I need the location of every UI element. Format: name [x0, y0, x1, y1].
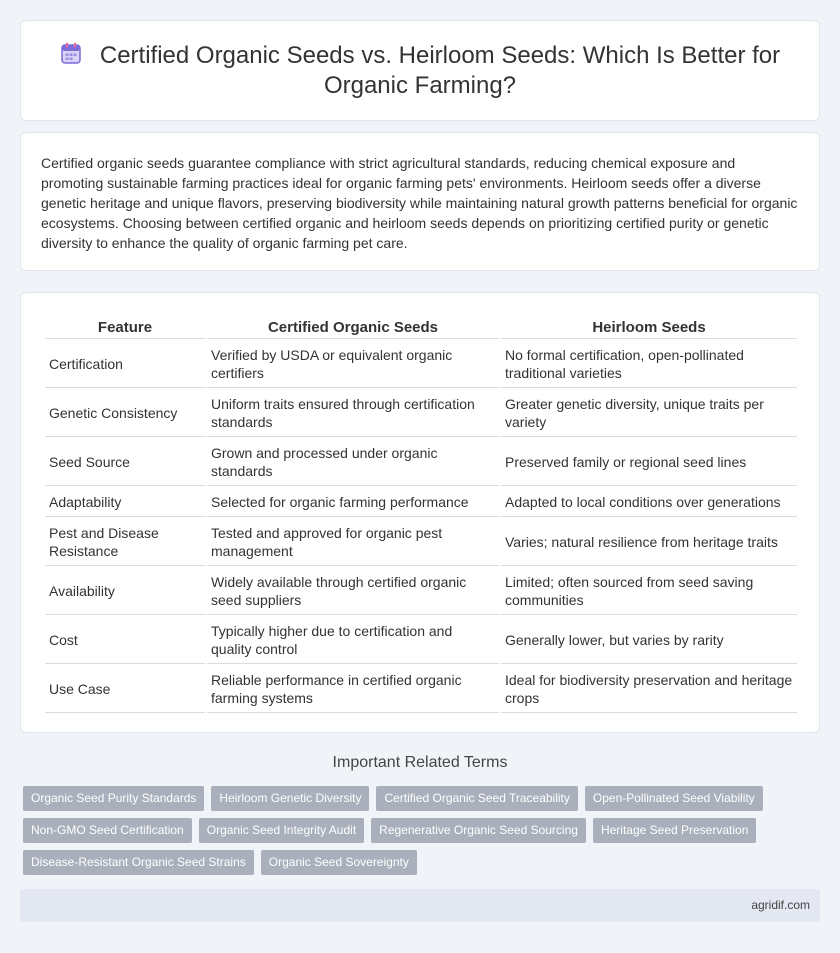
- cell-feature: Availability: [45, 568, 205, 615]
- title-card: [20, 20, 820, 121]
- related-term-tag[interactable]: Open-Pollinated Seed Viability: [585, 786, 763, 811]
- cell-heirloom: Limited; often sourced from seed saving communities: [501, 568, 797, 615]
- intro-card: [20, 132, 820, 271]
- header-certified-organic: Certified Organic Seeds: [207, 315, 499, 339]
- cell-feature: Pest and Disease Resistance: [45, 519, 205, 566]
- table-row: [45, 390, 797, 437]
- cell-certified-organic: Tested and approved for organic pest management: [207, 519, 499, 566]
- footer-site-link[interactable]: agridif.com: [751, 898, 810, 912]
- related-term-tag[interactable]: Regenerative Organic Seed Sourcing: [371, 818, 586, 843]
- cell-feature: Adaptability: [45, 488, 205, 517]
- cell-heirloom: Generally lower, but varies by rarity: [501, 617, 797, 664]
- cell-certified-organic: Selected for organic farming performance: [207, 488, 499, 517]
- table-row: [45, 488, 797, 517]
- table-row: [45, 439, 797, 486]
- related-terms-heading: Important Related Terms: [332, 754, 508, 771]
- table-row: [45, 666, 797, 713]
- related-term-tag[interactable]: Certified Organic Seed Traceability: [376, 786, 577, 811]
- cell-heirloom: Ideal for biodiversity preservation and heritage crops: [501, 666, 797, 713]
- cell-feature: Use Case: [45, 666, 205, 713]
- cell-heirloom: Preserved family or regional seed lines: [501, 439, 797, 486]
- cell-heirloom: Greater genetic diversity, unique traits per variety: [501, 390, 797, 437]
- cell-heirloom: Varies; natural resilience from heritage traits: [501, 519, 797, 566]
- comparison-card: [20, 292, 820, 733]
- related-terms-list: [23, 786, 813, 882]
- intro-paragraph: Certified organic seeds guarantee compliance with strict agricultural standards, reducing chemical exposure and promoting sustainable farming practices ideal for organic farming pets' environments. Heirloom seeds offer a diverse genetic heritage and unique flavors, preserving biodiversity while maintaining natural growth patterns beneficial for organic ecosystems. Choosing between certified organic and heirloom seeds depends on prioritizing certified purity or genetic diversity to enhance the quality of organic farming pet care.: [41, 155, 798, 251]
- cell-heirloom: No formal certification, open-pollinated traditional varieties: [501, 341, 797, 388]
- calendar-icon: [60, 41, 82, 65]
- related-term-tag[interactable]: Non-GMO Seed Certification: [23, 818, 192, 843]
- page-title: [51, 41, 789, 101]
- cell-certified-organic: Reliable performance in certified organic farming systems: [207, 666, 499, 713]
- cell-certified-organic: Typically higher due to certification and quality control: [207, 617, 499, 664]
- cell-certified-organic: Grown and processed under organic standards: [207, 439, 499, 486]
- table-row: [45, 617, 797, 664]
- related-term-tag[interactable]: Organic Seed Purity Standards: [23, 786, 204, 811]
- footer-bar: [20, 889, 820, 922]
- comparison-table: [43, 313, 799, 715]
- table-header-row: [45, 315, 797, 339]
- cell-certified-organic: Uniform traits ensured through certification standards: [207, 390, 499, 437]
- page-title-text: Certified Organic Seeds vs. Heirloom Seeds: Which Is Better for Organic Farming?: [99, 41, 781, 99]
- header-feature: Feature: [45, 315, 205, 339]
- cell-feature: Certification: [45, 341, 205, 388]
- cell-feature: Seed Source: [45, 439, 205, 486]
- table-row: [45, 568, 797, 615]
- cell-heirloom: Adapted to local conditions over generations: [501, 488, 797, 517]
- table-row: [45, 341, 797, 388]
- related-term-tag[interactable]: Heirloom Genetic Diversity: [211, 786, 369, 811]
- related-term-tag[interactable]: Organic Seed Sovereignty: [261, 850, 417, 875]
- cell-feature: Genetic Consistency: [45, 390, 205, 437]
- related-term-tag[interactable]: Disease-Resistant Organic Seed Strains: [23, 850, 254, 875]
- related-term-tag[interactable]: Organic Seed Integrity Audit: [199, 818, 364, 843]
- cell-feature: Cost: [45, 617, 205, 664]
- table-row: [45, 519, 797, 566]
- cell-certified-organic: Widely available through certified organic seed suppliers: [207, 568, 499, 615]
- cell-certified-organic: Verified by USDA or equivalent organic certifiers: [207, 341, 499, 388]
- header-heirloom: Heirloom Seeds: [501, 315, 797, 339]
- related-term-tag[interactable]: Heritage Seed Preservation: [593, 818, 756, 843]
